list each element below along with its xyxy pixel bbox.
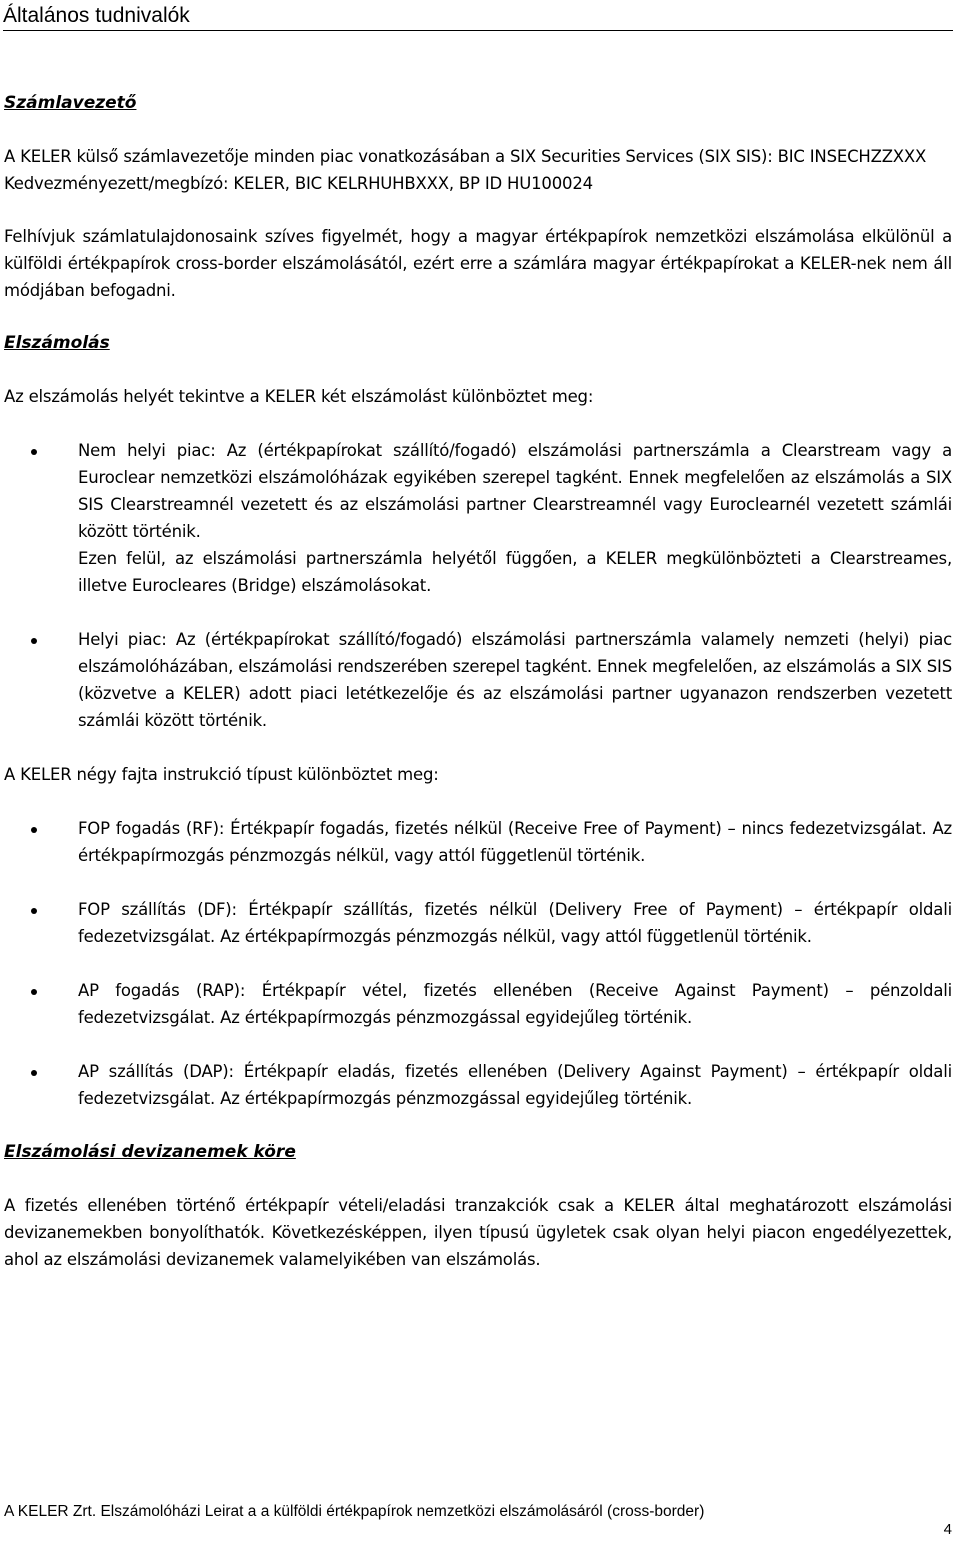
paragraph-currencies: A fizetés ellenében történő értékpapír vételi/eladási tranzakciók csak a KELER által meghatározott elszámolási devizanemekben bonyolíthatók. Következésképpen, ilyen típusú ügyletek csak olyan helyi piacon engedélyezettek, ahol az elszámolási devizanemek valamelyikében van elszámolás. bbox=[4, 1196, 952, 1269]
paragraph-custodian: A KELER külső számlavezetője minden piac vonatkozásában a SIX Securities Services (SIX SIS): BIC INSECHZZXXX bbox=[4, 147, 927, 166]
section-heading-devizanemek: Elszámolási devizanemek köre bbox=[4, 1142, 296, 1162]
list-item-text: FOP fogadás (RF): Értékpapír fogadás, fizetés nélkül (Receive Free of Payment) – nincs fedezetvizsgálat. Az értékpapírmozgás pénzmozgás nélkül, vagy attól függetlenül történik. bbox=[78, 819, 952, 865]
list-item bbox=[4, 977, 952, 1031]
list-item bbox=[4, 896, 952, 950]
page-number: 4 bbox=[943, 1521, 952, 1538]
list-item bbox=[4, 437, 952, 599]
paragraph-instruction-intro: A KELER négy fajta instrukció típust különböztet meg: bbox=[4, 765, 439, 784]
page-footer: A KELER Zrt. Elszámolóházi Leirat a a külföldi értékpapírok nemzetközi elszámolásáról (cross-border) bbox=[4, 1503, 705, 1520]
paragraph-beneficiary: Kedvezményezett/megbízó: KELER, BIC KELRHUHBXXX, BP ID HU100024 bbox=[4, 174, 593, 193]
bullet-icon bbox=[31, 638, 37, 644]
document-body bbox=[4, 90, 952, 1273]
bullet-icon bbox=[31, 827, 37, 833]
section-heading-elszamolas: Elszámolás bbox=[4, 333, 110, 353]
list-item-text: Nem helyi piac: Az (értékpapírokat szállító/fogadó) elszámolási partnerszámla a Clearstream vagy a Euroclear nemzetközi elszámolóházak egyikében szerepel tagként. Ennek megfelelően az elszámolás a SIX SIS Clearstreamnél vezetett és az elszámolási partner Clearstreamnél vagy Euroclearnél vezetett számlái között történik. bbox=[78, 441, 952, 541]
list-item-text: AP fogadás (RAP): Értékpapír vétel, fizetés ellenében (Receive Against Payment) – pénzoldali fedezetvizsgálat. Az értékpapírmozgás pénzmozgással egyidejűleg történik. bbox=[78, 981, 952, 1027]
bullet-icon bbox=[31, 449, 37, 455]
list-item bbox=[4, 815, 952, 869]
instruction-type-list bbox=[4, 815, 952, 1112]
list-item-text: FOP szállítás (DF): Értékpapír szállítás, fizetés nélkül (Delivery Free of Payment) – értékpapír oldali fedezetvizsgálat. Az értékpapírmozgás pénzmozgás nélkül, vagy attól függetlenül történik. bbox=[78, 900, 952, 946]
paragraph-notice: Felhívjuk számlatulajdonosaink szíves figyelmét, hogy a magyar értékpapírok nemzetközi elszámolása elkülönül a külföldi értékpapírok cross-border elszámolásától, ezért erre a számlára magyar értékpapírokat a KELER-nek nem áll módjában befogadni. bbox=[4, 227, 952, 300]
list-item bbox=[4, 626, 952, 734]
settlement-location-list bbox=[4, 437, 952, 734]
list-item-text: AP szállítás (DAP): Értékpapír eladás, fizetés ellenében (Delivery Against Payment) – értékpapír oldali fedezetvizsgálat. Az értékpapírmozgás pénzmozgással egyidejűleg történik. bbox=[78, 1062, 952, 1108]
paragraph-settlement-intro: Az elszámolás helyét tekintve a KELER két elszámolást különböztet meg: bbox=[4, 387, 594, 406]
bullet-icon bbox=[31, 1070, 37, 1076]
list-item-text: Helyi piac: Az (értékpapírokat szállító/fogadó) elszámolási partnerszámla valamely nemzeti (helyi) piac elszámolóházában, elszámolási rendszerében szerepel tagként. Ennek megfelelően, az elszámolás a SIX SIS (közvetve a KELER) adott piaci letétkezelője és az elszámolási partner ugyanazon rendszerben vezetett számlái között történik. bbox=[78, 630, 952, 730]
bullet-icon bbox=[31, 989, 37, 995]
page-title: Általános tudnivalók bbox=[3, 2, 953, 31]
list-item bbox=[4, 1058, 952, 1112]
list-item-text: Ezen felül, az elszámolási partnerszámla helyétől függően, a KELER megkülönbözteti a Clearstreames, illetve Eurocleares (Bridge) elszámolásokat. bbox=[78, 549, 952, 595]
bullet-icon bbox=[31, 908, 37, 914]
section-heading-szamlavezeto: Számlavezető bbox=[4, 93, 137, 113]
